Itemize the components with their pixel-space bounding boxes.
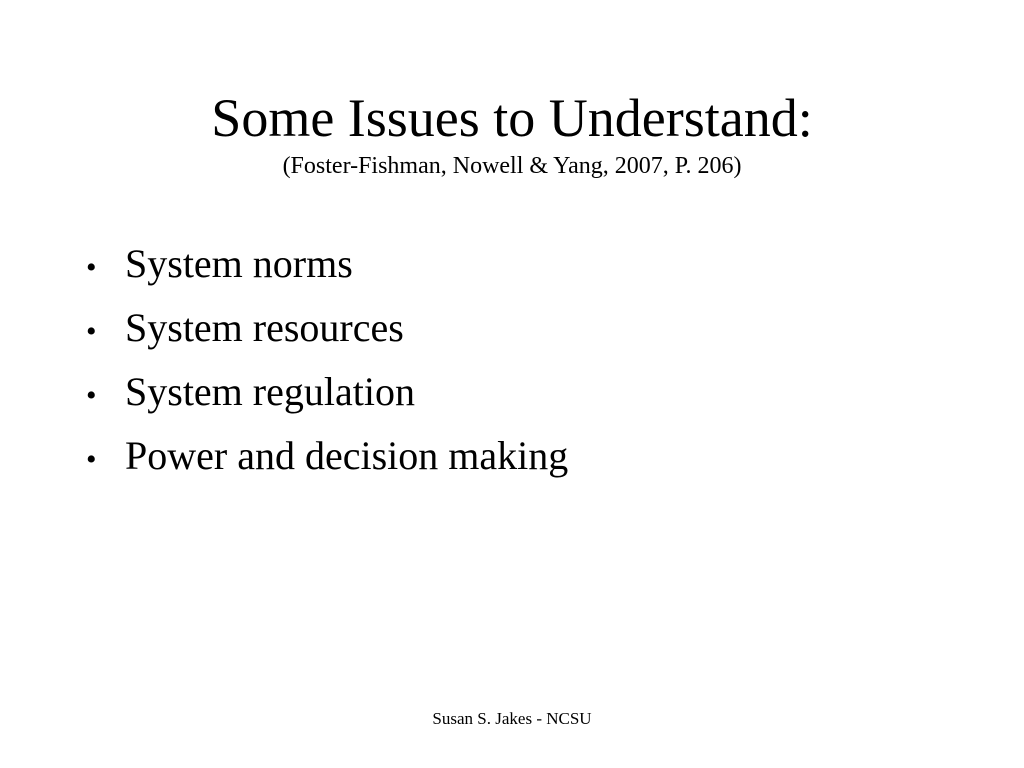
slide-subtitle: (Foster-Fishman, Nowell & Yang, 2007, P. 206) <box>282 153 742 179</box>
title-block <box>0 84 1024 180</box>
bullet-text: System norms <box>125 241 353 286</box>
bullet-marker: • <box>86 251 97 284</box>
bullet-marker: • <box>86 443 97 476</box>
slide-title: Some Issues to Understand: <box>211 88 813 148</box>
bullet-marker: • <box>86 379 97 412</box>
bullet-item <box>86 232 568 296</box>
bullet-text: System resources <box>125 305 404 350</box>
bullet-marker: • <box>86 315 97 348</box>
bullet-list <box>86 232 568 488</box>
slide-footer: Susan S. Jakes - NCSU <box>432 709 592 728</box>
bullet-item <box>86 296 568 360</box>
bullet-text: Power and decision making <box>125 433 569 478</box>
bullet-item <box>86 360 568 424</box>
bullet-text: System regulation <box>125 369 415 414</box>
bullet-item <box>86 424 568 488</box>
